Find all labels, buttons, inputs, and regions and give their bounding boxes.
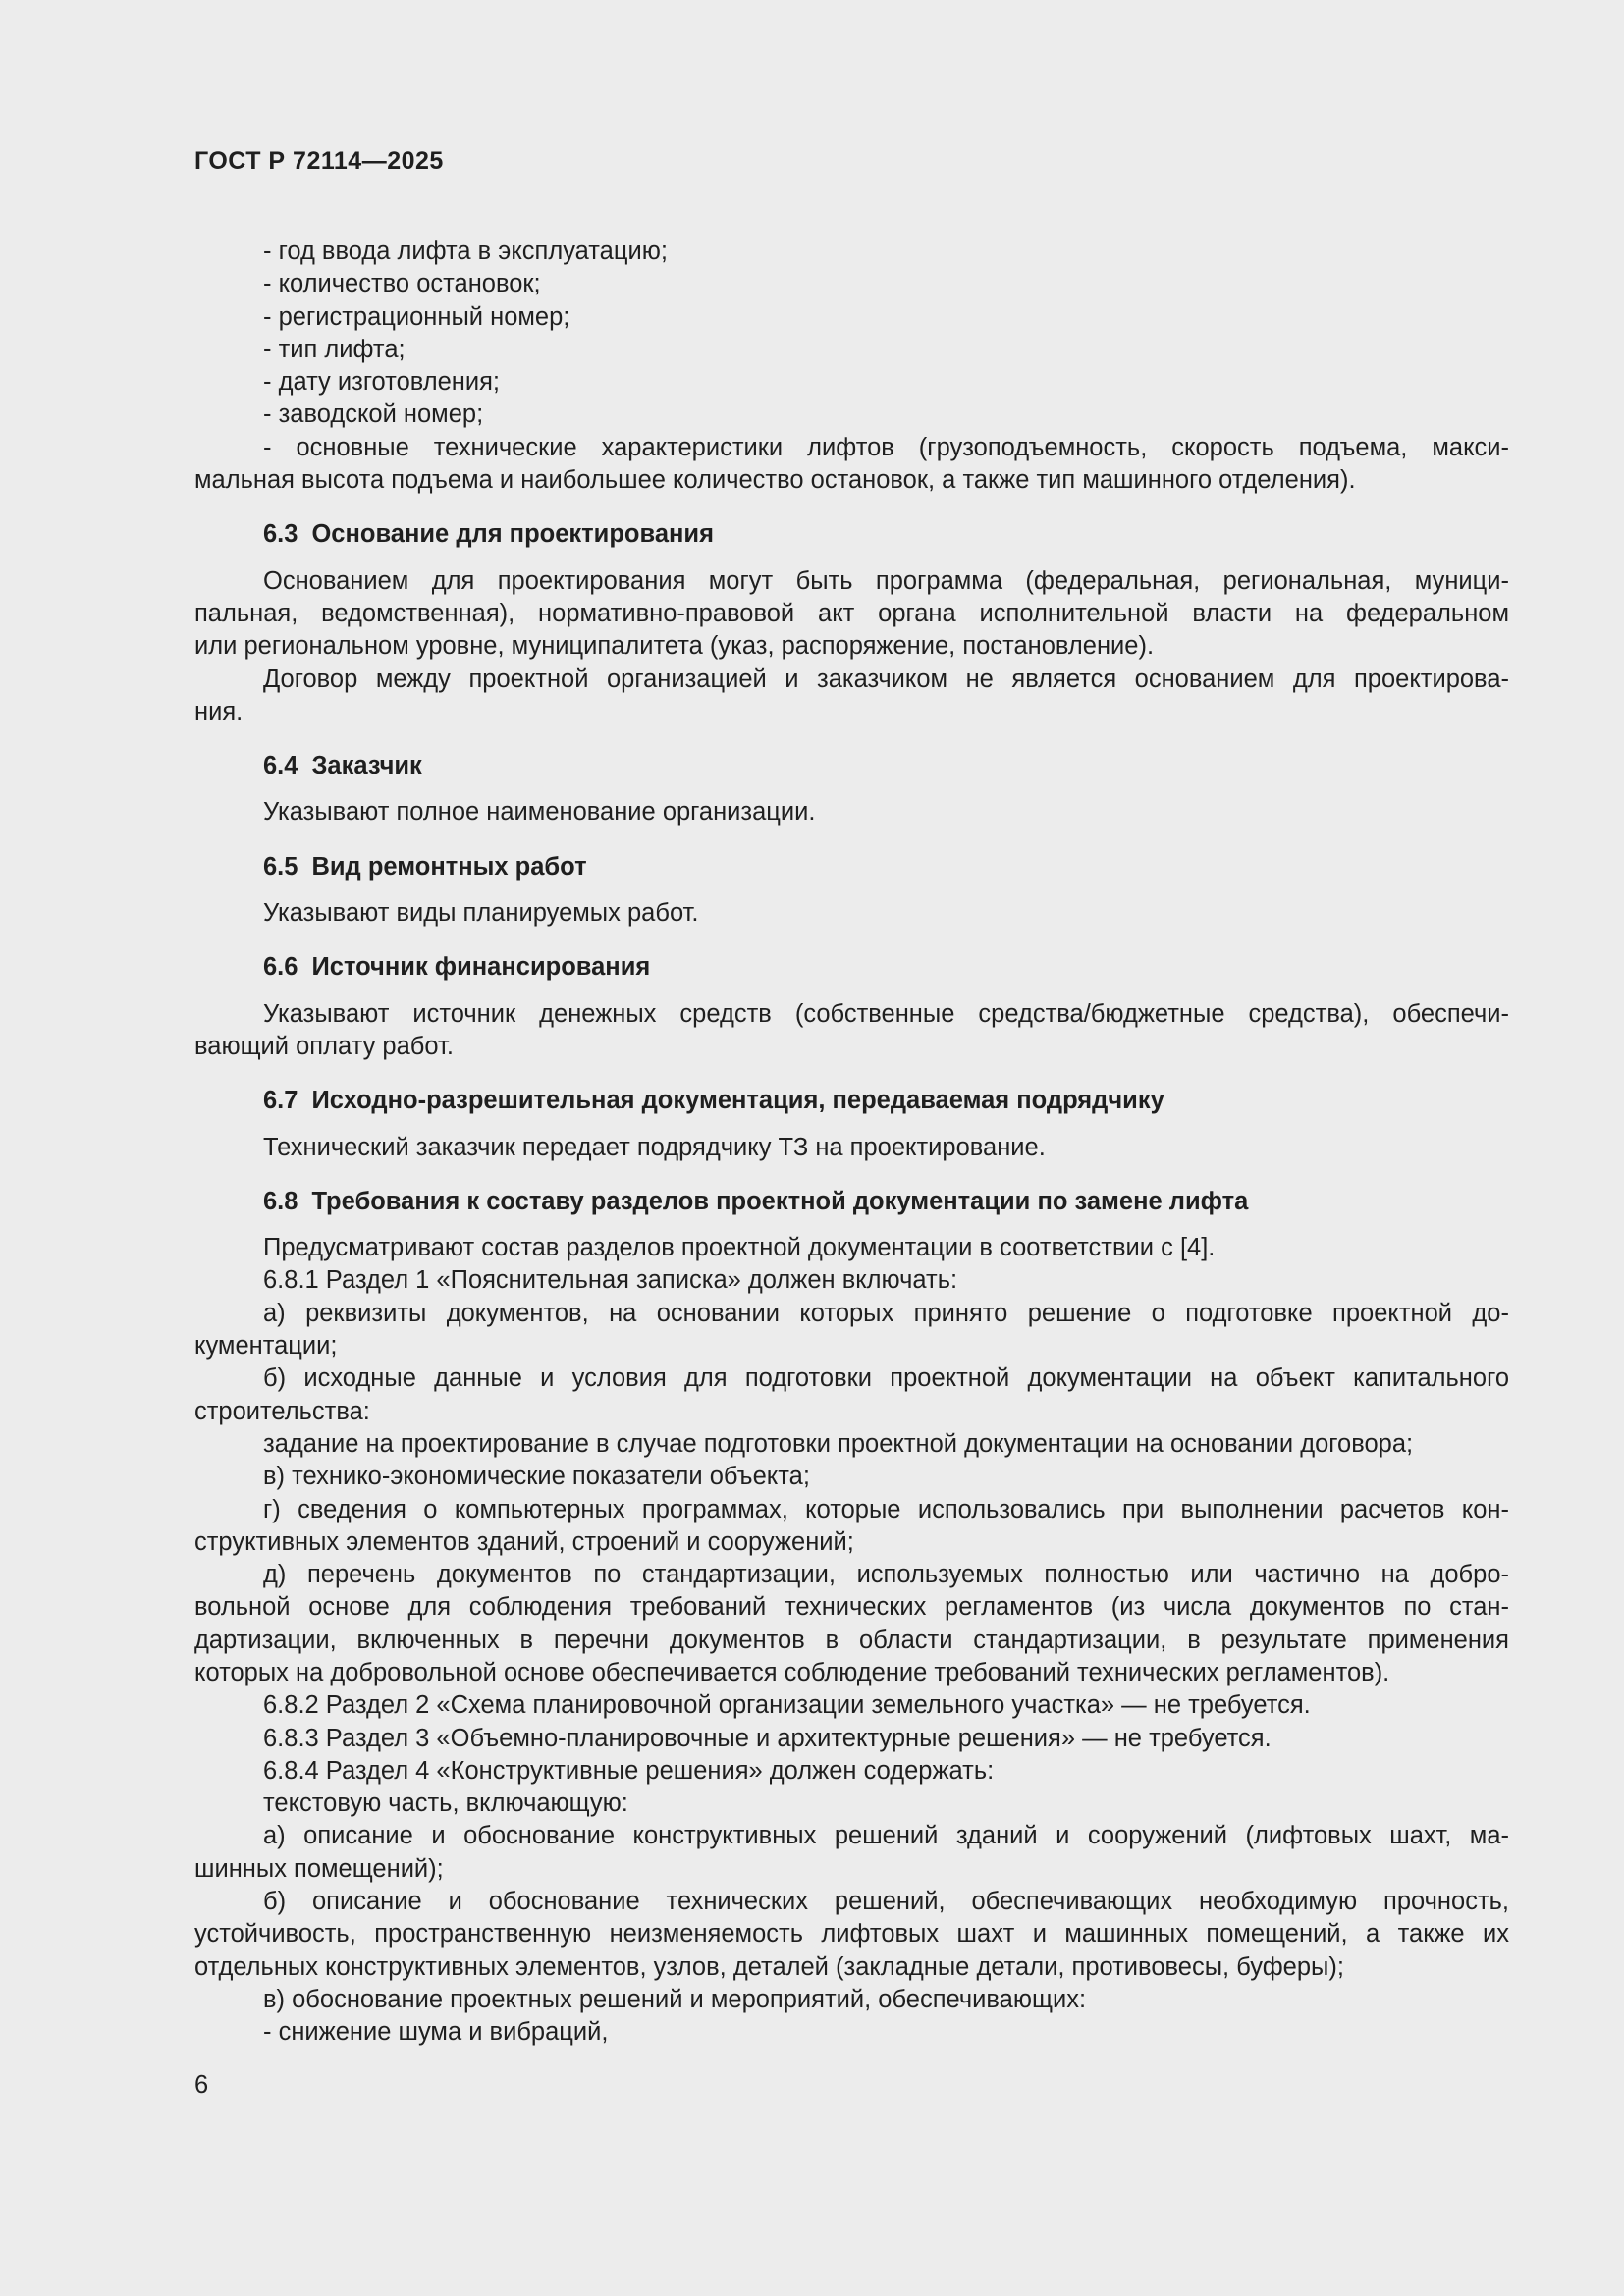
paragraph-line: Основанием для проектирования могут быть программа (федеральная, региональная, муници-: [263, 566, 1509, 595]
section-title: Заказчик: [311, 752, 422, 780]
paragraph-line: задание на проектирование в случае подготовки проектной документации на основании договора;: [263, 1429, 1414, 1458]
section-title: Источник финансирования: [311, 953, 651, 982]
paragraph-line: в) обоснование проектных решений и мероприятий, обеспечивающих:: [263, 1985, 1087, 2013]
list-item: - основные технические характеристики лифтов (грузоподъемность, скорость подъема, макси-: [263, 433, 1509, 461]
paragraph-line: кументации;: [194, 1332, 338, 1361]
page-number: 6: [194, 2071, 209, 2099]
list-item: - заводской номер;: [263, 400, 484, 429]
paragraph-line: отдельных конструктивных элементов, узлов, деталей (закладные детали, противовесы, буферы);: [194, 1952, 1344, 1981]
section-title: Вид ремонтных работ: [311, 852, 587, 881]
paragraph-line: пальная, ведомственная), нормативно-правовой акт органа исполнительной власти на федеральном: [194, 599, 1509, 627]
paragraph-line: или региональном уровне, муниципалитета (указ, распоряжение, постановление).: [194, 632, 1155, 661]
paragraph-line: б) описание и обоснование технических решений, обеспечивающих необходимую прочность,: [263, 1888, 1509, 1916]
paragraph-line: строительства:: [194, 1397, 370, 1425]
section-number: 6.5: [263, 852, 298, 881]
paragraph-line: вольной основе для соблюдения требований технических регламентов (из числа документов по стан-: [194, 1593, 1509, 1622]
list-item: - снижение шума и вибраций,: [263, 2018, 609, 2047]
section-number: 6.8: [263, 1187, 298, 1215]
section-heading-6-5: [194, 851, 1509, 883]
section-heading-6-7: [194, 1085, 1509, 1117]
section-heading-6-4: [194, 750, 1509, 782]
paragraph-line: ния.: [194, 697, 244, 725]
paragraph-line: 6.8.2 Раздел 2 «Схема планировочной организации земельного участка» — не требуется.: [263, 1691, 1311, 1720]
list-item: - год ввода лифта в эксплуатацию;: [263, 238, 668, 265]
section-number: 6.7: [263, 1087, 298, 1115]
paragraph-line: текстовую часть, включающую:: [263, 1789, 628, 1818]
section-heading-6-3: [194, 518, 1509, 551]
paragraph-line: Договор между проектной организацией и заказчиком не является основанием для проектирова-: [263, 665, 1509, 693]
paragraph-line: дартизации, включенных в перечни документов в области стандартизации, в результате применения: [194, 1626, 1509, 1654]
section-title: Требования к составу разделов проектной документации по замене лифта: [311, 1187, 1249, 1215]
list-item: - количество остановок;: [263, 270, 541, 298]
paragraph-line: устойчивость, пространственную неизменяемость лифтовых шахт и машинных помещений, а также их: [194, 1920, 1509, 1949]
list-item-continuation: мальная высота подъема и наибольшее количество остановок, а также тип машинного отделения).: [194, 466, 1356, 495]
paragraph-line: д) перечень документов по стандартизации, используемых полностью или частично на добро-: [263, 1561, 1509, 1589]
paragraph-line: Технический заказчик передает подрядчику ТЗ на проектирование.: [263, 1133, 1046, 1161]
paragraph-line: 6.8.4 Раздел 4 «Конструктивные решения» должен содержать:: [263, 1756, 995, 1785]
section-number: 6.6: [263, 953, 298, 982]
paragraph-line: Предусматривают состав разделов проектной документации в соответствии с [4].: [263, 1234, 1216, 1262]
section-heading-6-8: [194, 1186, 1509, 1218]
paragraph-line: Указывают полное наименование организации.: [263, 798, 816, 827]
paragraph-line: Указывают источник денежных средств (собственные средства/бюджетные средства), обеспечи-: [263, 999, 1509, 1028]
paragraph-line: б) исходные данные и условия для подготовки проектной документации на объект капитального: [263, 1364, 1509, 1393]
paragraph-line: в) технико-экономические показатели объекта;: [263, 1463, 810, 1491]
list-item: - регистрационный номер;: [263, 302, 570, 331]
section-title: Исходно-разрешительная документация, передаваемая подрядчику: [311, 1087, 1164, 1115]
paragraph-line: г) сведения о компьютерных программах, которые использовались при выполнении расчетов кон-: [263, 1495, 1509, 1523]
section-title: Основание для проектирования: [311, 520, 714, 549]
list-item: - тип лифта;: [263, 335, 406, 363]
paragraph-line: а) описание и обоснование конструктивных решений зданий и сооружений (лифтовых шахт, ма-: [263, 1822, 1509, 1850]
section-number: 6.3: [263, 520, 298, 549]
section-number: 6.4: [263, 752, 298, 780]
paragraph-line: Указывают виды планируемых работ.: [263, 899, 699, 928]
paragraph-line: которых на добровольной основе обеспечивается соблюдение требований технических регламентов).: [194, 1658, 1390, 1686]
paragraph-line: вающий оплату работ.: [194, 1032, 454, 1060]
paragraph-line: а) реквизиты документов, на основании которых принято решение о подготовке проектной до-: [263, 1299, 1509, 1327]
paragraph-line: структивных элементов зданий, строений и сооружений;: [194, 1527, 854, 1556]
section-heading-6-6: [194, 951, 1509, 984]
document-code: ГОСТ Р 72114—2025: [194, 147, 444, 175]
paragraph-line: 6.8.1 Раздел 1 «Пояснительная записка» должен включать:: [263, 1266, 958, 1295]
paragraph-line: шинных помещений);: [194, 1854, 444, 1883]
list-item: - дату изготовления;: [263, 368, 500, 397]
paragraph-line: 6.8.3 Раздел 3 «Объемно-планировочные и архитектурные решения» — не требуется.: [263, 1724, 1272, 1752]
